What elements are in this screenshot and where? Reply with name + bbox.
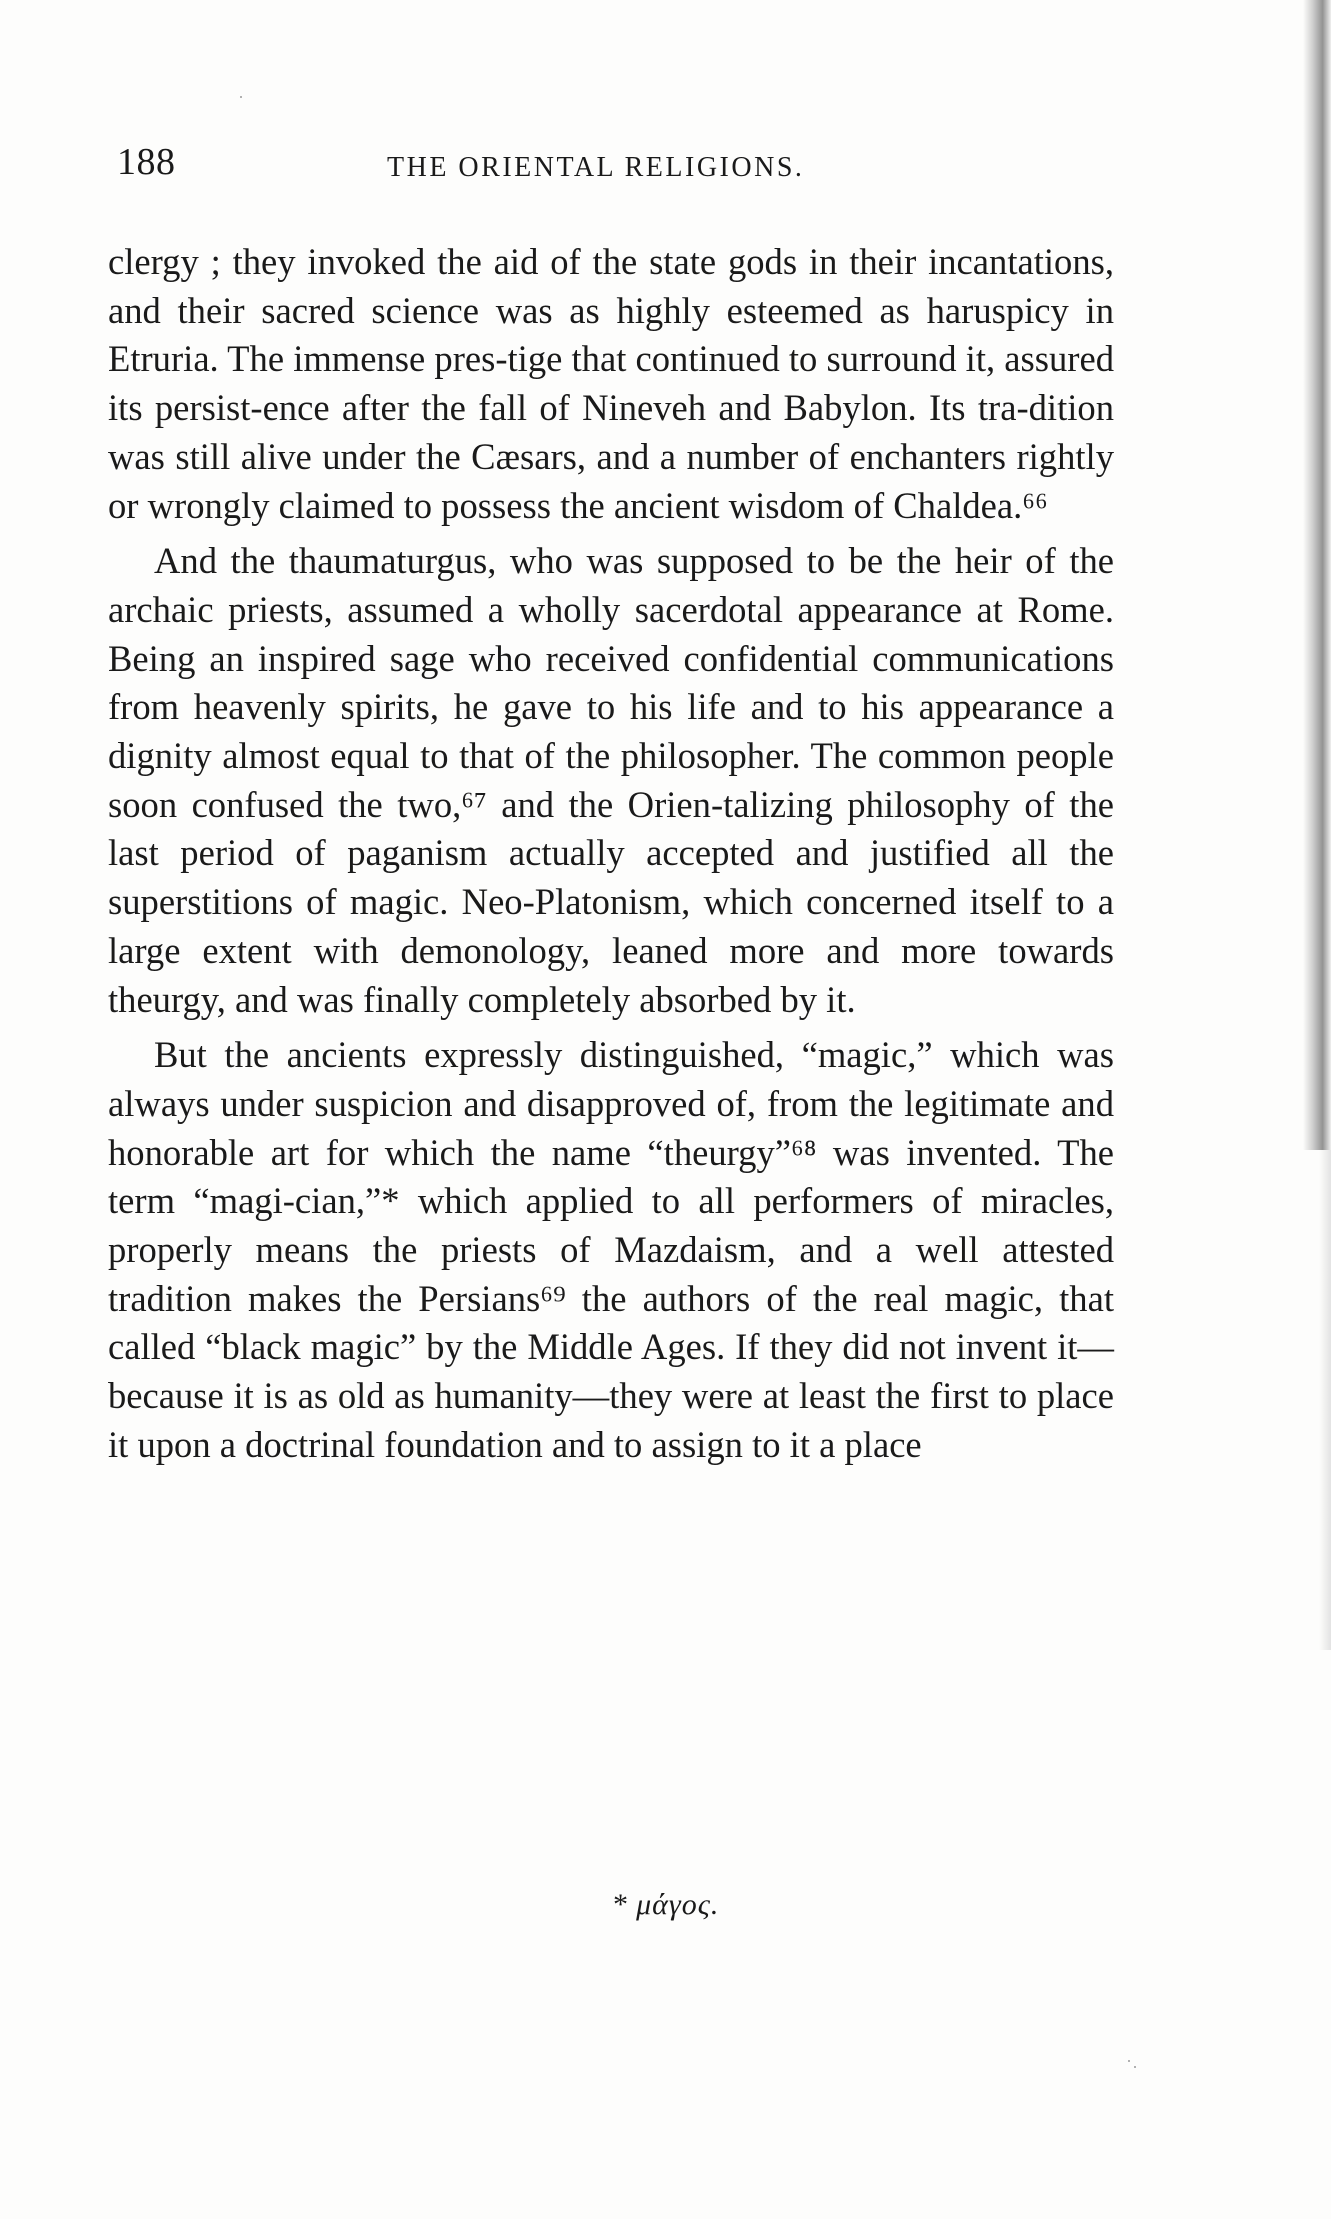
footnote: * μάγος. xyxy=(611,1888,720,1921)
page-binding-shadow-lower xyxy=(1319,1150,1331,1650)
page-binding-shadow xyxy=(1303,0,1331,1150)
page-header xyxy=(117,140,1117,190)
scan-speck xyxy=(1134,2066,1136,2068)
paragraph-3: But the ancients expressly distinguished, “magic,” which was always under suspicion and disapproved of, from the legitimate and honorable art for which the name “theurgy”⁶⁸ was invented. The term “magi-cian,”* which applied to all performers of miracles, properly means the priests of Mazdaism, and a well attested tradition makes the Persians⁶⁹ the authors of the real magic, that called “black magic” by the Middle Ages. If they did not invent it—because it is as old as humanity—they were at least the first to place it upon a doctrinal foundation and to assign to it a place xyxy=(108,1034,1114,1465)
scan-speck xyxy=(240,96,242,98)
page-number: 188 xyxy=(117,141,176,183)
paragraph-2: And the thaumaturgus, who was supposed to be the heir of the archaic priests, assumed a wholly sacerdotal appearance at Rome. Being an inspired sage who received confidential communications from heavenly spirits, he gave to his life and to his appearance a dignity almost equal to that of the philosopher. The common people soon confused the two,⁶⁷ and the Orien-talizing philosophy of the last period of paganism actually accepted and justified all the superstitions of magic. Neo-Platonism, which concerned itself to a large extent with demonology, leaned more and more towards theurgy, and was finally completely absorbed by it. xyxy=(108,540,1114,1020)
paragraph-1: clergy ; they invoked the aid of the state gods in their incantations, and their sacred science was as highly esteemed as haruspicy in Etruria. The immense pres-tige that continued to surround it, assured its persist-ence after the fall of Nineveh and Babylon. Its tra-dition was still alive under the Cæsars, and a number of enchanters rightly or wrongly claimed to possess the ancient wisdom of Chaldea.⁶⁶ xyxy=(108,241,1114,526)
running-title: THE ORIENTAL RELIGIONS. xyxy=(387,152,805,183)
body-text xyxy=(108,238,1114,1477)
scan-speck xyxy=(1128,2060,1130,2062)
